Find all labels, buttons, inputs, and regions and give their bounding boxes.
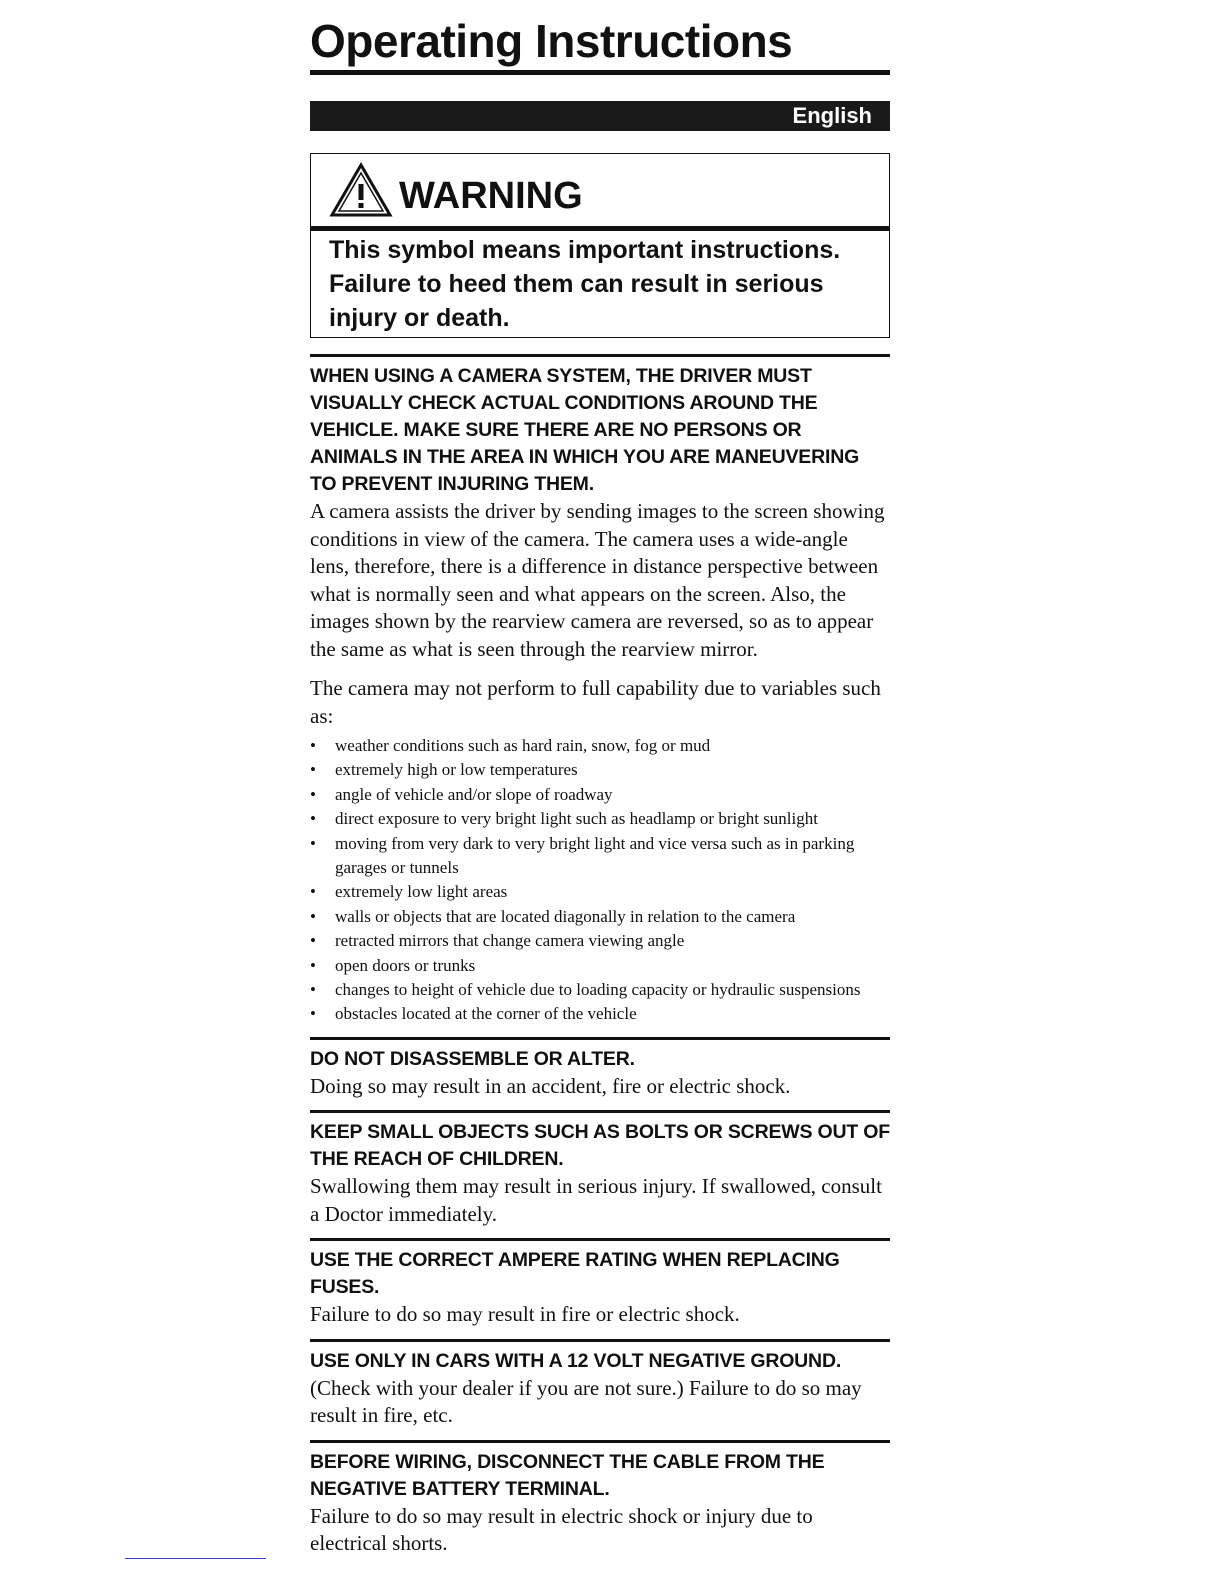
language-label: English (792, 103, 872, 128)
warning-word: WARNING (399, 174, 583, 217)
language-bar (310, 101, 890, 131)
section-divider (310, 1238, 890, 1241)
section-body: Swallowing them may result in serious injury. If swallowed, consult a Doctor immediately. (310, 1174, 882, 1226)
section-divider (310, 1110, 890, 1113)
list-item: • retracted mirrors that change camera viewing angle (310, 929, 890, 953)
section-body: Doing so may result in an accident, fire or electric shock. (310, 1073, 791, 1098)
document-page (310, 0, 890, 1558)
list-item: • extremely low light areas (310, 880, 890, 904)
warning-text: This symbol means important instructions. Failure to heed them can result in serious injury or death. (329, 236, 841, 332)
section-heading: KEEP SMALL OBJECTS SUCH AS BOLTS OR SCREWS OUT OF THE REACH OF CHILDREN. (310, 1121, 890, 1171)
list-item: • changes to height of vehicle due to loading capacity or hydraulic suspensions (310, 978, 890, 1002)
section-heading: BEFORE WIRING, DISCONNECT THE CABLE FROM THE NEGATIVE BATTERY TERMINAL. (310, 1450, 825, 1500)
section-body: (Check with your dealer if you are not sure.) Failure to do so may result in fire, etc. (310, 1375, 862, 1428)
variables-list (310, 734, 890, 1027)
section-divider (310, 1440, 890, 1443)
list-item: • obstacles located at the corner of the vehicle (310, 1002, 890, 1026)
section-heading: USE THE CORRECT AMPERE RATING WHEN REPLACING FUSES. (310, 1249, 840, 1299)
warning-box (310, 153, 890, 338)
camera-paragraph-1: A camera assists the driver by sending images to the screen showing conditions in view of the camera. The camera uses a wide-angle lens, therefore, there is a difference in distance perspective between what is normally seen and what appears on the screen. Also, the images shown by the rearview camera are reversed, so as to appear the same as what is seen through the rearview mirror. (310, 499, 885, 661)
section-divider (310, 354, 890, 357)
section-heading: DO NOT DISASSEMBLE OR ALTER. (310, 1047, 635, 1070)
camera-paragraph-2: The camera may not perform to full capability due to variables such as: (310, 676, 881, 728)
section-divider (310, 1037, 890, 1040)
list-item: • walls or objects that are located diagonally in relation to the camera (310, 905, 890, 929)
section-heading: USE ONLY IN CARS WITH A 12 VOLT NEGATIVE GROUND. (310, 1349, 842, 1372)
list-item: • open doors or trunks (310, 954, 890, 978)
page-title: Operating Instructions (310, 18, 890, 75)
section-body: Failure to do so may result in fire or electric shock. (310, 1302, 740, 1327)
warning-header (311, 154, 889, 231)
list-item: • direct exposure to very bright light such as headlamp or bright sunlight (310, 807, 890, 831)
list-item: • extremely high or low temperatures (310, 758, 890, 782)
section-body: Failure to do so may result in electric shock or injury due to electrical shorts. (310, 1503, 813, 1556)
section-divider (310, 1339, 890, 1342)
list-item: • weather conditions such as hard rain, snow, fog or mud (310, 734, 890, 758)
camera-heading: WHEN USING A CAMERA SYSTEM, THE DRIVER MUST VISUALLY CHECK ACTUAL CONDITIONS AROUND THE VEHICLE. MAKE SURE THERE ARE NO PERSONS OR ANIMALS IN THE AREA IN WHICH YOU ARE MANEUVERING TO PREVENT INJURING THEM. (310, 365, 860, 495)
list-item: • angle of vehicle and/or slope of roadway (310, 783, 890, 807)
warning-triangle-icon (329, 162, 393, 218)
list-item: • moving from very dark to very bright light and vice versa such as in parking garages or tunnels (310, 832, 890, 881)
footnote-rule (125, 1558, 266, 1559)
